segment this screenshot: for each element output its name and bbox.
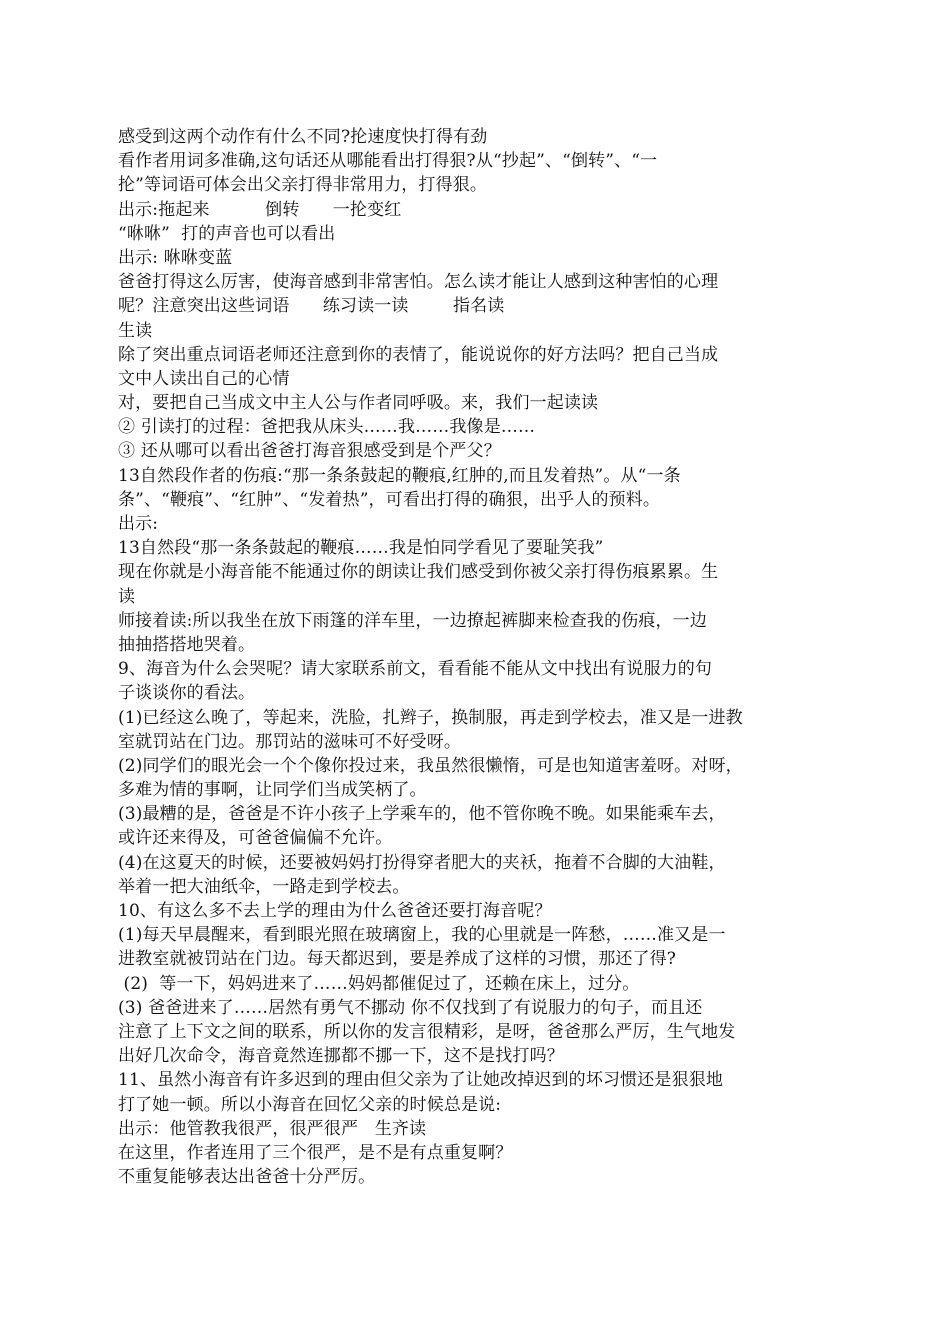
text-line: 9、海音为什么会哭呢？请大家联系前文，看看能不能从文中找出有说服力的句: [118, 659, 713, 680]
text-line: (3)最糟的是，爸爸是不许小孩子上学乘车的，他不管你晚不晚。如果能乘车去，: [118, 804, 726, 825]
document-body: [118, 125, 818, 1189]
text-line: 爸爸打得这么厉害，使海音感到非常害怕。怎么读才能让人感到这种害怕的心理: [118, 272, 719, 293]
text-line: (3) 爸爸进来了……居然有勇气不挪动 你不仅找到了有说服力的句子，而且还: [118, 997, 703, 1018]
text-line: 13自然段“那一条条鼓起的鞭痕……我是怕同学看见了要耻笑我”: [118, 538, 604, 559]
text-line: 出好几次命令，海音竟然连挪都不挪一下，这不是找打吗？: [118, 1046, 564, 1067]
text-line: 生读: [118, 320, 153, 341]
text-line: 室就罚站在门边。那罚站的滋味可不好受呀。: [118, 731, 461, 752]
text-line: 举着一把大油纸伞，一路走到学校去。: [118, 876, 410, 897]
text-line: 文中人读出自己的心情: [118, 368, 290, 389]
text-line: 注意了上下文之间的联系，所以你的发言很精彩，是呀，爸爸那么严厉，生气地发: [118, 1021, 736, 1042]
text-line: 抡”等词语可体会出父亲打得非常用力，打得狠。: [118, 175, 487, 196]
text-line: 对，要把自己当成文中主人公与作者同呼吸。来，我们一起读读: [118, 393, 599, 414]
text-line: 多难为情的事啊，让同学们当成笑柄了。: [118, 780, 427, 801]
text-line: 或许还来得及，可爸爸偏偏不允许。: [118, 828, 393, 849]
text-line: (1)每天早晨醒来，看到眼光照在玻璃窗上，我的心里就是一阵愁，……准又是一: [118, 925, 726, 946]
text-line: ② 引读打的过程：爸把我从床头……我……我像是……: [118, 417, 536, 438]
text-line: ③ 还从哪可以看出爸爸打海音狠感受到是个严父？: [118, 441, 501, 462]
text-line: “咻咻” 打的声音也可以看出: [118, 223, 336, 244]
text-line: 感受到这两个动作有什么不同?抡速度快打得有劲: [118, 127, 488, 147]
text-line: 抽抽搭搭地哭着。: [118, 634, 256, 655]
text-line: (2)同学们的眼光会一个个像你投过来，我虽然很懒惰，可是也知道害羞呀。对呀，: [118, 755, 743, 776]
text-line: 子谈谈你的看法。: [118, 683, 256, 704]
text-line: 出示：他管教我很严，很严很严 生齐读: [118, 1118, 427, 1139]
text-line: 出示:拖起来 倒转 一抡变红: [118, 199, 402, 220]
text-line: 在这里，作者连用了三个很严，是不是有点重复啊？: [118, 1142, 513, 1163]
text-line: (2) 等一下，妈妈进来了……妈妈都催促过了，还赖在床上，过分。: [118, 973, 640, 994]
text-line: 进教室就被罚站在门边。每天都迟到，要是养成了这样的习惯，那还了得?: [118, 949, 677, 970]
text-line: 10、有这么多不去上学的理由为什么爸爸还要打海音呢？: [118, 901, 552, 921]
text-line: 打了她一顿。所以小海音在回忆父亲的时候总是说:: [118, 1094, 502, 1115]
text-line: 不重复能够表达出爸爸十分严厉。: [118, 1167, 376, 1188]
text-line: 除了突出重点词语老师还注意到你的表情了，能说说你的好方法吗？把自己当成: [118, 344, 719, 365]
text-line: 师接着读:所以我坐在放下雨篷的洋车里，一边撩起裤脚来检查我的伤痕，一边: [118, 610, 707, 631]
text-line: 条”、“鞭痕”、“红肿”、“发着热”，可看出打得的确狠，出乎人的预料。: [118, 489, 661, 510]
text-line: 读: [118, 586, 136, 607]
text-line: 13自然段作者的伤痕:“那一条条鼓起的鞭痕,红肿的,而且发着热”。从“一条: [118, 465, 681, 486]
text-line: 出示: 咻咻变蓝: [118, 247, 233, 268]
text-line: 呢？注意突出这些词语 练习读一读 指名读: [118, 296, 505, 317]
text-line: (1)已经这么晚了，等起来，洗脸，扎辫子，换制服，再走到学校去，准又是一进教: [118, 707, 743, 728]
text-line: 看作者用词多准确,这句话还从哪能看出打得狠?从“抄起”、“倒转”、“一: [118, 151, 658, 172]
text-line: 出示:: [118, 514, 159, 534]
text-line: 现在你就是小海音能不能通过你的朗读让我们感受到你被父亲打得伤痕累累。生: [118, 562, 719, 583]
text-line: 11、虽然小海音有许多迟到的理由但父亲为了让她改掉迟到的坏习惯还是狠狠地: [118, 1070, 724, 1091]
text-line: (4)在这夏天的时候，还要被妈妈打扮得穿者肥大的夹袄，拖着不合脚的大油鞋，: [118, 852, 726, 873]
